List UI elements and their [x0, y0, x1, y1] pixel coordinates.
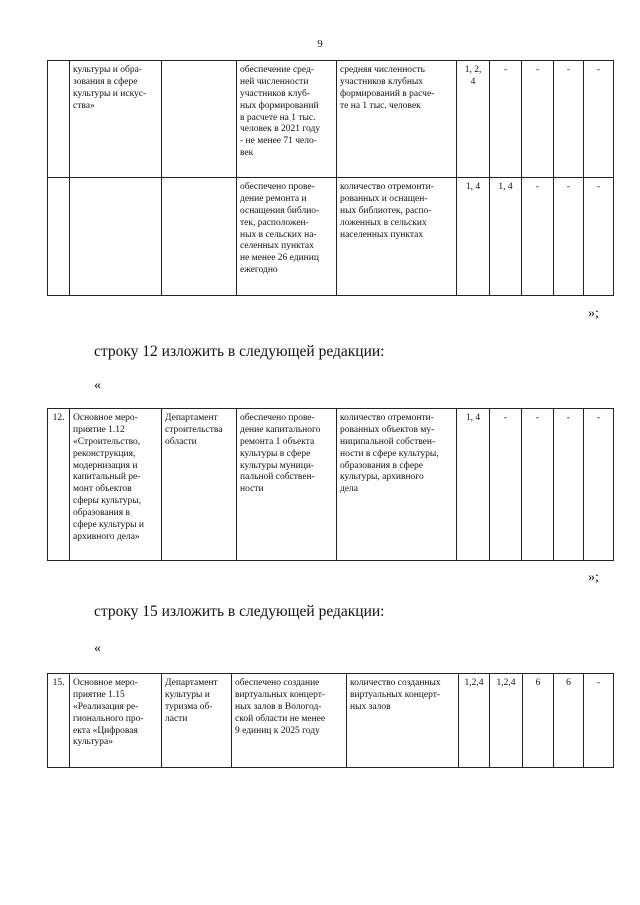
- cell-value: 6: [554, 674, 584, 768]
- cell-indicator: количество отремонти- рованных объектов му- ниципальной собствен- ности в сфере культуры, образования в сфере культуры, архивного дела: [337, 409, 457, 561]
- cell-executor: Департамент строительства области: [162, 409, 237, 561]
- cell-value: 1,2,4: [459, 674, 490, 768]
- cell-value: -: [584, 674, 614, 768]
- page-number: 9: [317, 38, 323, 50]
- cell-value: -: [490, 409, 522, 561]
- opening-quote: «: [94, 641, 101, 656]
- table-row: [48, 409, 614, 561]
- cell-value: -: [522, 178, 554, 296]
- cell-value: -: [554, 409, 584, 561]
- closing-quote: »;: [588, 570, 599, 585]
- instruction-row-15: строку 15 изложить в следующей редакции:: [94, 603, 385, 620]
- cell-value: 1,2,4: [490, 674, 523, 768]
- cell-result: обеспечено создание виртуальных концерт- ных залов в Вологод- ской области не менее 9 единиц к 2025 году: [232, 674, 347, 768]
- cell-result: обеспечено прове- дение ремонта и оснащения библио- тек, расположен- ных в сельских на- селенных пунктах не менее 26 единиц ежегодно: [237, 178, 337, 296]
- cell-value: -: [554, 178, 584, 296]
- cell-number: 15.: [48, 674, 70, 768]
- cell-value: 1, 2, 4: [457, 61, 490, 178]
- cell-value: -: [522, 409, 554, 561]
- cell-indicator: средняя численность участников клубных формирований в расче- те на 1 тыс. человек: [337, 61, 457, 178]
- cell-indicator: количество созданных виртуальных концерт- ных залов: [347, 674, 459, 768]
- cell-activity: культуры и обра- зования в сфере культуры и искус- ства»: [70, 61, 162, 178]
- table-row-15: [47, 673, 614, 768]
- cell-executor: Департамент культуры и туризма об- ласти: [162, 674, 232, 768]
- cell-value: -: [554, 61, 584, 178]
- cell-result: обеспечено прове- дение капитального ремонта 1 объекта культуры в сфере культуры муници- пальной собствен- ности: [237, 409, 337, 561]
- cell-value: 1, 4: [457, 409, 490, 561]
- cell-value: -: [490, 61, 522, 178]
- cell-number: [48, 61, 70, 178]
- table-row: [48, 674, 614, 768]
- cell-value: -: [522, 61, 554, 178]
- cell-value: 1, 4: [490, 178, 522, 296]
- cell-executor: [162, 61, 237, 178]
- cell-executor: [162, 178, 237, 296]
- cell-indicator: количество отремонти- рованных и оснащен- ных библиотек, распо- ложенных в сельских населенных пунктах: [337, 178, 457, 296]
- cell-number: [48, 178, 70, 296]
- closing-quote: »;: [588, 306, 599, 321]
- cell-activity: [70, 178, 162, 296]
- cell-value: 6: [523, 674, 554, 768]
- table-row-12: [47, 408, 614, 561]
- cell-value: 1, 4: [457, 178, 490, 296]
- cell-activity: Основное меро- приятие 1.15 «Реализация ре- гионального про- екта «Цифровая культура»: [70, 674, 162, 768]
- cell-number: 12.: [48, 409, 70, 561]
- instruction-row-12: строку 12 изложить в следующей редакции:: [94, 343, 385, 360]
- table-continuation: [47, 60, 614, 296]
- cell-result: обеспечение сред- ней численности участников клуб- ных формирований в расчете на 1 тыс. человек в 2021 году - не менее 71 чело- век: [237, 61, 337, 178]
- cell-activity: Основное меро- приятие 1.12 «Строительство, реконструкция, модернизация и капитальный ре- монт объектов сферы культуры, образования в сфере культуры и архивного дела»: [70, 409, 162, 561]
- cell-value: -: [584, 178, 614, 296]
- cell-value: -: [584, 409, 614, 561]
- table-row: [48, 61, 614, 178]
- table-row: [48, 178, 614, 296]
- opening-quote: «: [94, 378, 101, 393]
- cell-value: -: [584, 61, 614, 178]
